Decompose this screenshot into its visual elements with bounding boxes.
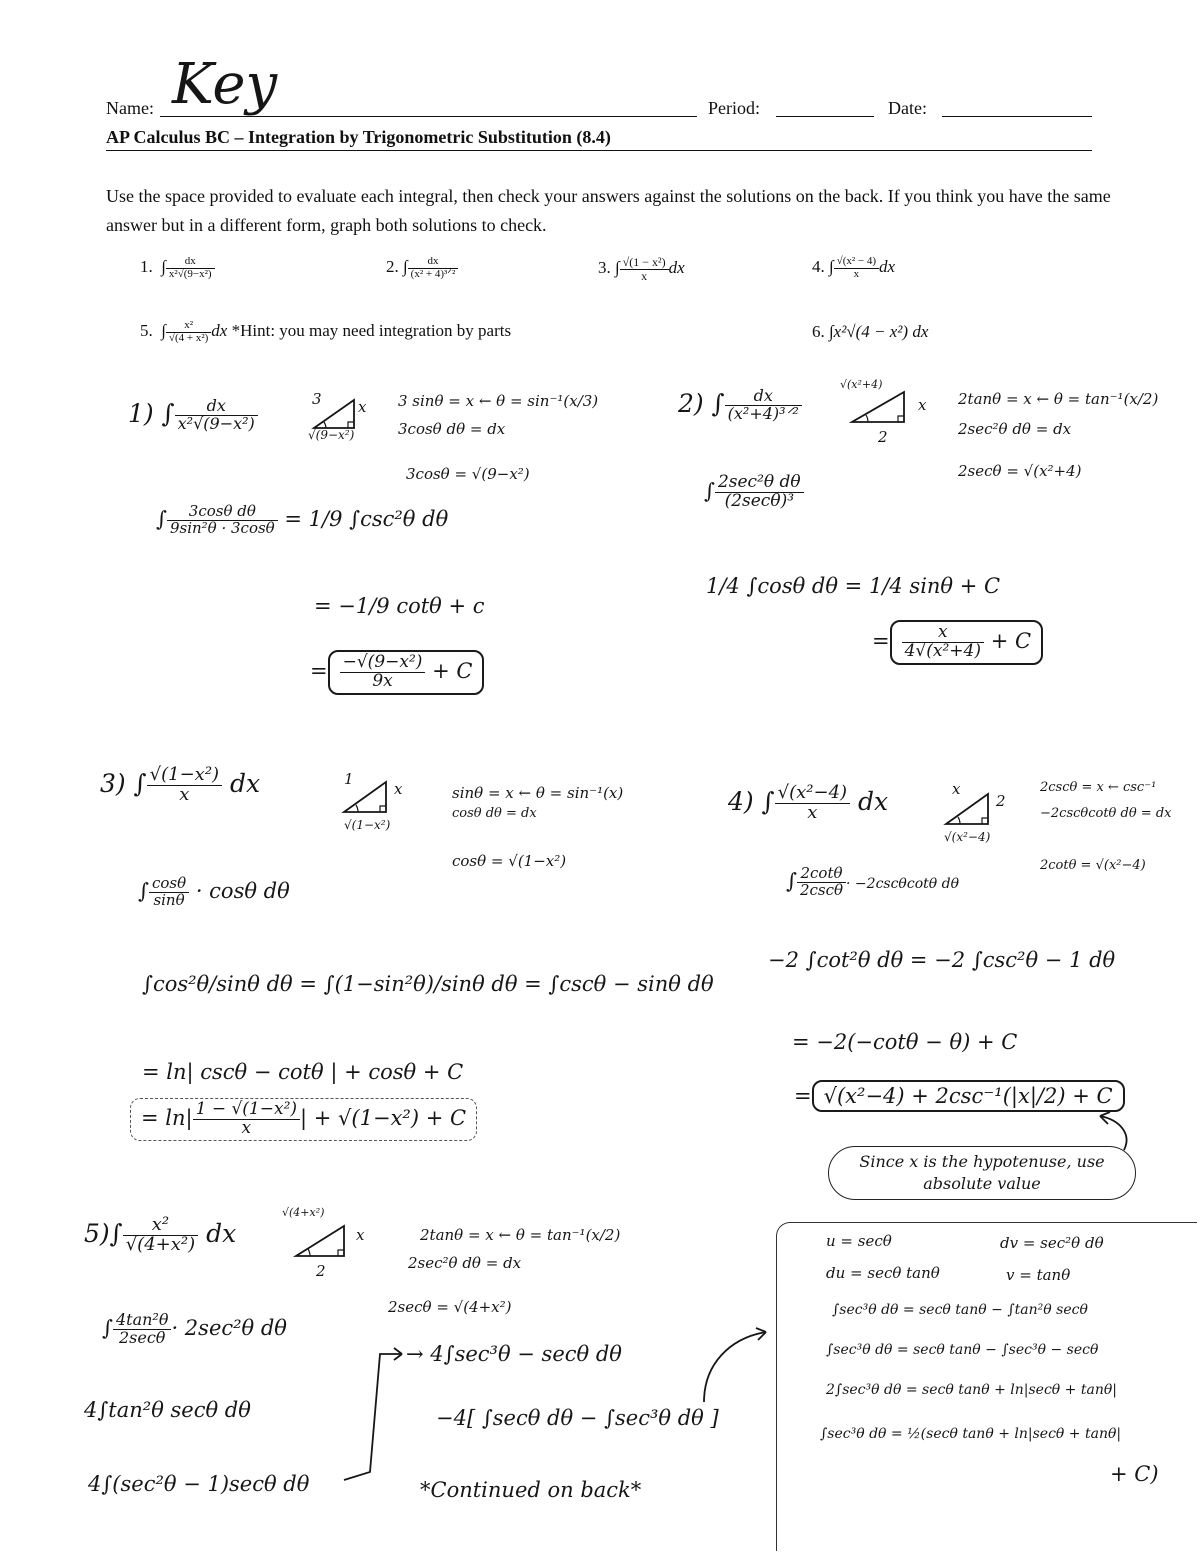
- parts-du: du = secθ tanθ: [826, 1264, 940, 1282]
- p4-integral: 4) ∫ $\frac{\text{√(x²−4)}}{x}$ dx: [728, 782, 889, 823]
- p5-tri-hyp: √(4+x²): [282, 1206, 325, 1219]
- name-value-handwritten: Key: [172, 52, 278, 117]
- problem-number: 3.: [598, 258, 611, 277]
- p1-sub-3: 3cosθ = √(9−x²): [406, 465, 530, 483]
- p2-tri-hyp: √(x²+4): [840, 378, 883, 391]
- p4-step-2: −2 ∫cot²θ dθ = −2 ∫csc²θ − 1 dθ: [768, 948, 1116, 972]
- p5-sub-2: 2sec²θ dθ = dx: [408, 1254, 522, 1272]
- p2-sub-1: 2tanθ = x ← θ = tan⁻¹(x/2): [958, 390, 1159, 408]
- p3-step-2: ∫cos²θ/sinθ dθ = ∫(1−sin²θ)/sinθ dθ = ∫cscθ − sinθ dθ: [142, 972, 714, 996]
- p2-tri-opp: x: [918, 396, 927, 414]
- p1-tri-adj: √(9−x²): [308, 428, 355, 442]
- p5-step-2: 4∫tan²θ secθ dθ: [84, 1398, 251, 1422]
- title-rule: [106, 150, 1092, 151]
- p2-tri-adj: 2: [878, 428, 888, 446]
- p1-step-1: ∫ $\frac{\text{3cosθ dθ}}{\text{9sin²θ · 3cosθ}}$ = 1/9 ∫csc²θ dθ: [156, 502, 449, 537]
- problem-3: 3. ∫ $\frac{\text{√(1 − x²)}}{x}$ dx: [598, 255, 685, 283]
- problem-tail: dx: [668, 258, 685, 277]
- p4-tri-opp: 2: [996, 792, 1006, 810]
- parts-line-4: ∫sec³θ dθ = ½(secθ tanθ + ln|secθ + tanθ|: [820, 1426, 1122, 1442]
- p4-sub-3: 2cotθ = √(x²−4): [1040, 858, 1146, 873]
- p5-step-1: ∫ $\frac{\text{4tan²θ}}{2\sec\theta}$ · 2sec²θ dθ: [102, 1310, 287, 1347]
- p3-tri-adj: √(1−x²): [344, 818, 391, 832]
- problem-numerator: dx: [166, 256, 215, 269]
- p4-note: Since x is the hypotenuse, use absolute value: [828, 1146, 1136, 1200]
- problem-denominator: x: [641, 268, 648, 283]
- p3-sub-1: sinθ = x ← θ = sin⁻¹(x): [452, 784, 624, 802]
- problem-1: 1. ∫ $\frac{dx}{\text{x²√(9−x²)}}$: [140, 256, 215, 280]
- problem-numerator: x²: [166, 320, 211, 333]
- problem-5: 5. ∫ $\frac{\text{x²}}{\text{√(4 + x²)}}$ dx *Hint: you may need integration by parts: [140, 319, 512, 344]
- problem-tail: dx: [211, 320, 228, 340]
- p1-tri-opp: x: [358, 398, 367, 416]
- period-line: [776, 116, 874, 117]
- p2-sub-2: 2sec²θ dθ = dx: [958, 420, 1072, 438]
- p1-step-2: = −1/9 cotθ + c: [314, 594, 485, 618]
- period-label: Period:: [708, 98, 760, 118]
- parts-line-2: ∫sec³θ dθ = secθ tanθ − ∫sec³θ − secθ: [826, 1342, 1099, 1358]
- p2-integral: 2) ∫ $\frac{dx}{\text{(x²+4)³ᐟ²}}$: [678, 388, 802, 423]
- p5-step-4: → 4∫sec³θ − secθ dθ: [406, 1342, 622, 1366]
- p2-sub-3: 2secθ = √(x²+4): [958, 462, 1082, 480]
- p4-step-1: ∫ $\frac{2\cot\theta}{2\csc\theta}$ · −2cscθcotθ dθ: [786, 864, 960, 899]
- p2-step-1: ∫ $\frac{\text{2sec²θ dθ}}{\text{(2secθ)³}}$: [704, 474, 804, 511]
- p5-tri-adj: 2: [316, 1262, 326, 1280]
- p5-integral: 5)∫ $\frac{\text{x²}}{\text{√(4+x²)}}$ dx: [84, 1214, 237, 1255]
- p4-tri-hyp: x: [952, 780, 961, 798]
- p1-answer: = $\frac{\text{−√(9−x²)}}{9x}$ + C: [310, 650, 484, 695]
- p1-sub-1: 3 sinθ = x ← θ = sin⁻¹(x/3): [398, 392, 599, 410]
- p4-sub-1: 2cscθ = x ← csc⁻¹: [1040, 780, 1157, 795]
- problem-denominator: √(4 + x²): [168, 331, 209, 344]
- problem-number: 4.: [812, 256, 825, 276]
- p5-parts-arrow: [690, 1324, 780, 1414]
- parts-dv: dv = sec²θ dθ: [1000, 1234, 1104, 1252]
- p4-sub-2: −2cscθcotθ dθ = dx: [1040, 806, 1172, 821]
- p4-note-arrow: [1080, 1110, 1140, 1160]
- p5-step-3: 4∫(sec²θ − 1)secθ dθ: [88, 1472, 310, 1496]
- parts-line-3: 2∫sec³θ dθ = secθ tanθ + ln|secθ + tanθ|: [826, 1382, 1117, 1398]
- problem-numerator: dx: [408, 256, 459, 269]
- problem-hint: *Hint: you may need integration by parts: [231, 320, 512, 340]
- problem-tail: dx: [879, 256, 896, 276]
- p3-step-1: ∫ $\frac{\cos\theta}{\sin\theta}$ · cosθ dθ: [138, 874, 290, 909]
- date-line: [942, 116, 1092, 117]
- problem-4: 4. ∫ $\frac{\text{√(x² − 4)}}{x}$ dx: [812, 255, 896, 280]
- problem-number: 5.: [140, 320, 153, 340]
- p3-answer: = ln| $\frac{\text{1 − √(1−x²)}}{x}$ | + √(1−x²) + C: [130, 1098, 477, 1141]
- parts-v: v = tanθ: [1006, 1266, 1071, 1284]
- date-label: Date:: [888, 98, 927, 118]
- problem-2: 2. ∫ $\frac{dx}{\text{(x² + 4)³ᐟ²}}$: [386, 256, 458, 280]
- p5-connector-arrow: [340, 1340, 410, 1490]
- p5-sub-1: 2tanθ = x ← θ = tan⁻¹(x/2): [420, 1226, 621, 1244]
- problem-denominator: x: [853, 267, 860, 280]
- problem-number: 1.: [140, 256, 153, 276]
- p5-sub-3: 2secθ = √(4+x²): [388, 1298, 512, 1316]
- p3-step-3: = ln| cscθ − cotθ | + cosθ + C: [142, 1060, 464, 1084]
- p5-step-5: −4[ ∫secθ dθ − ∫sec³θ dθ ]: [436, 1406, 719, 1430]
- p2-answer: = $\frac{x}{\text{4√(x²+4)}}$ + C: [872, 620, 1043, 665]
- problem-expression: ∫x²√(4 − x²) dx: [829, 322, 929, 341]
- p3-sub-3: cosθ = √(1−x²): [452, 852, 567, 870]
- p4-answer: = √(x²−4) + 2csc⁻¹(|x|/2) + C: [794, 1080, 1125, 1112]
- p3-sub-2: cosθ dθ = dx: [452, 806, 537, 821]
- problem-6: [812, 322, 928, 342]
- problem-numerator: √(x² − 4): [834, 256, 879, 269]
- p1-sub-2: 3cosθ dθ = dx: [398, 420, 506, 438]
- parts-line-1: ∫sec³θ dθ = secθ tanθ − ∫tan²θ secθ: [832, 1302, 1088, 1318]
- parts-u: u = secθ: [826, 1232, 892, 1250]
- p2-step-2: 1/4 ∫cosθ dθ = 1/4 sinθ + C: [706, 574, 1001, 598]
- p4-step-3: = −2(−cotθ − θ) + C: [792, 1030, 1018, 1054]
- page-title: AP Calculus BC – Integration by Trigonometric Substitution (8.4): [106, 127, 611, 147]
- problem-denominator: (x² + 4)³ᐟ²: [410, 267, 456, 280]
- p2-reference-triangle: [846, 388, 926, 428]
- p3-integral: 3) ∫ $\frac{\text{√(1−x²)}}{x}$ dx: [100, 764, 261, 805]
- problem-number: 6.: [812, 322, 825, 341]
- p1-integral: 1) ∫ $\frac{dx}{\text{x²√(9−x²)}}$: [128, 398, 258, 433]
- problem-number: 2.: [386, 256, 399, 276]
- problem-denominator: x²√(9−x²): [168, 267, 212, 280]
- instructions: Use the space provided to evaluate each integral, then check your answers against the solutions on the back. If you think you have the same answer but in a different form, graph both solutions to check.: [106, 186, 1111, 235]
- p5-continued-note: *Continued on back*: [420, 1478, 642, 1502]
- parts-line-5: + C): [1110, 1462, 1159, 1486]
- problem-numerator: √(1 − x²): [620, 256, 669, 270]
- p4-tri-adj: √(x²−4): [944, 830, 991, 844]
- p3-tri-opp: x: [394, 780, 403, 798]
- name-label: Name:: [106, 98, 154, 118]
- p1-tri-hyp: 3: [312, 390, 322, 408]
- p5-tri-opp: x: [356, 1226, 365, 1244]
- p3-tri-hyp: 1: [344, 770, 354, 788]
